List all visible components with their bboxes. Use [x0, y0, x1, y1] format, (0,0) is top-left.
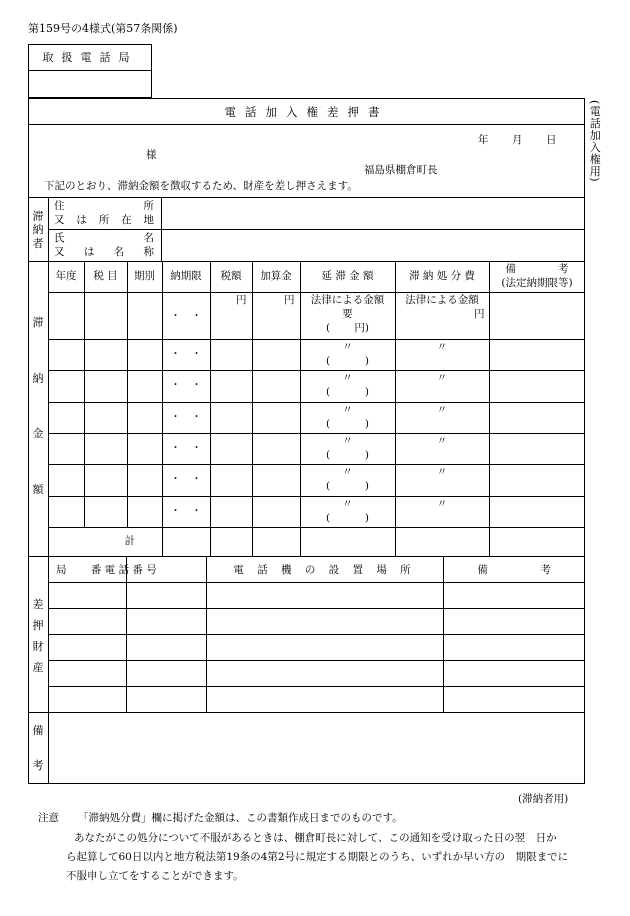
date-year: 年	[478, 134, 489, 146]
row-line	[48, 582, 585, 583]
disposal-fee-by-law: 法律による金額	[405, 294, 479, 306]
header-disposal-fee: 滞 納 処 分 費	[409, 270, 475, 282]
property-section-label: 差 押 財 産	[32, 598, 44, 674]
name-label-alt: 又 は 名 称	[54, 246, 154, 258]
amounts-section-label: 滞 納 金 額	[32, 316, 44, 496]
side-note: (電話加入権用)	[588, 100, 602, 183]
late-fee-ditto: 〃	[342, 404, 353, 416]
late-fee-paren: ( )	[325, 480, 370, 492]
late-fee-required: 要	[342, 308, 353, 320]
delinquent-bottom-line	[28, 261, 585, 262]
row-line	[48, 686, 585, 687]
disposal-yen-unit: 円	[474, 308, 485, 320]
address-label-alt: 又 は 所 在 地	[54, 214, 154, 226]
note-line-3: ら起算して60日以内と地方税法第19条の4第2号に規定する期限とのうち、いずれか早い方の 期限までに	[66, 851, 569, 863]
late-fee-paren: ( )	[325, 449, 370, 461]
name-label: 氏 名	[54, 232, 154, 244]
delinquent-top-line	[28, 197, 585, 198]
due-date-dots: ・ ・	[170, 379, 202, 391]
col-line-item	[127, 261, 128, 527]
page-title: 電話加入権差押書	[224, 105, 389, 119]
office-box-divider	[28, 70, 152, 71]
col-line-tax	[252, 261, 253, 556]
title-divider	[28, 124, 585, 125]
header-year: 年度	[55, 270, 77, 282]
remarks-section-label: 備 考	[32, 724, 44, 772]
due-date-dots: ・ ・	[170, 442, 202, 454]
penalty-yen-unit: 円	[284, 294, 295, 306]
disposal-fee-ditto: 〃	[436, 435, 448, 447]
due-date-dots: ・ ・	[170, 348, 202, 360]
late-fee-paren: ( )	[325, 355, 370, 367]
footer-label: (滞納者用)	[518, 793, 569, 805]
total-label: 計	[124, 535, 136, 547]
row-line	[48, 527, 585, 528]
row-line	[48, 496, 585, 497]
amounts-header-line	[48, 292, 585, 293]
header-due-date: 納期限	[170, 270, 202, 282]
late-fee-ditto: 〃	[342, 372, 353, 384]
col-line-disposal	[489, 261, 490, 556]
header-remarks-sub: (法定納期限等)	[501, 277, 573, 289]
late-fee-paren: ( )	[325, 418, 370, 430]
row-line	[48, 339, 585, 340]
header-remarks: 備 考	[505, 263, 569, 275]
late-fee-ditto: 〃	[342, 435, 353, 447]
addressee-suffix: 様	[146, 149, 157, 161]
date-day: 日	[546, 134, 557, 146]
row-line	[48, 660, 585, 661]
office-box-label: 取扱電話局	[42, 51, 138, 64]
form-number: 第159号の4様式(第57条関係)	[28, 22, 178, 35]
row-line	[48, 370, 585, 371]
tax-yen-unit: 円	[236, 294, 247, 306]
header-late-fee: 延 滞 金 額	[321, 270, 374, 282]
late-fee-ditto: 〃	[342, 498, 353, 510]
issuer: 福島県棚倉町長	[364, 164, 438, 176]
address-label: 住 所	[54, 200, 154, 212]
header-term: 期別	[134, 270, 155, 282]
section-divider	[48, 197, 49, 784]
late-fee-paren: ( 円)	[325, 322, 370, 334]
due-date-dots: ・ ・	[170, 473, 202, 485]
intro-text: 下記のとおり、滞納金額を徴収するため、財産を差し押さえます。	[44, 180, 358, 192]
due-date-dots: ・ ・	[170, 411, 202, 423]
late-fee-paren: ( )	[325, 512, 370, 524]
delinquent-mid-line	[48, 229, 585, 230]
disposal-fee-ditto: 〃	[436, 341, 448, 353]
header-property-remarks: 備 考	[477, 564, 551, 576]
late-fee-by-law: 法律による金額	[310, 294, 385, 306]
due-date-dots: ・ ・	[170, 505, 202, 517]
header-office-number: 局 番 電 話 番 号	[56, 564, 157, 576]
note-line-2: あなたがこの処分について不服があるときは、棚倉町長に対して、この通知を受け取った日の翌 日か	[74, 832, 557, 844]
note-line-4: 不服申し立てをすることができます。	[66, 870, 244, 882]
disposal-fee-ditto: 〃	[436, 372, 448, 384]
row-line	[48, 433, 585, 434]
row-line	[48, 608, 585, 609]
late-fee-ditto: 〃	[342, 341, 353, 353]
header-tax-item: 税 目	[93, 270, 118, 282]
late-fee-ditto: 〃	[342, 466, 353, 478]
due-date-dots: ・ ・	[170, 310, 202, 322]
property-bottom-line	[28, 712, 585, 713]
disposal-fee-ditto: 〃	[436, 498, 448, 510]
header-location: 電 話 機 の 設 置 場 所	[233, 564, 416, 576]
header-penalty: 加算金	[260, 270, 292, 282]
note-line-1: 「滞納処分費」欄に掲げた金額は、この書類作成日までのものです。	[78, 812, 403, 824]
row-line	[48, 402, 585, 403]
col-line-due	[210, 261, 211, 556]
amounts-bottom-line	[28, 556, 585, 557]
disposal-fee-ditto: 〃	[436, 466, 448, 478]
header-tax-amount: 税額	[220, 270, 242, 282]
date-month: 月	[512, 134, 523, 146]
disposal-fee-ditto: 〃	[436, 404, 448, 416]
delinquent-section-label: 滞 納 者	[32, 210, 44, 250]
row-line	[48, 634, 585, 635]
late-fee-paren: ( )	[325, 386, 370, 398]
note-label: 注意	[38, 812, 59, 824]
row-line	[48, 464, 585, 465]
col-line-year	[84, 261, 85, 527]
